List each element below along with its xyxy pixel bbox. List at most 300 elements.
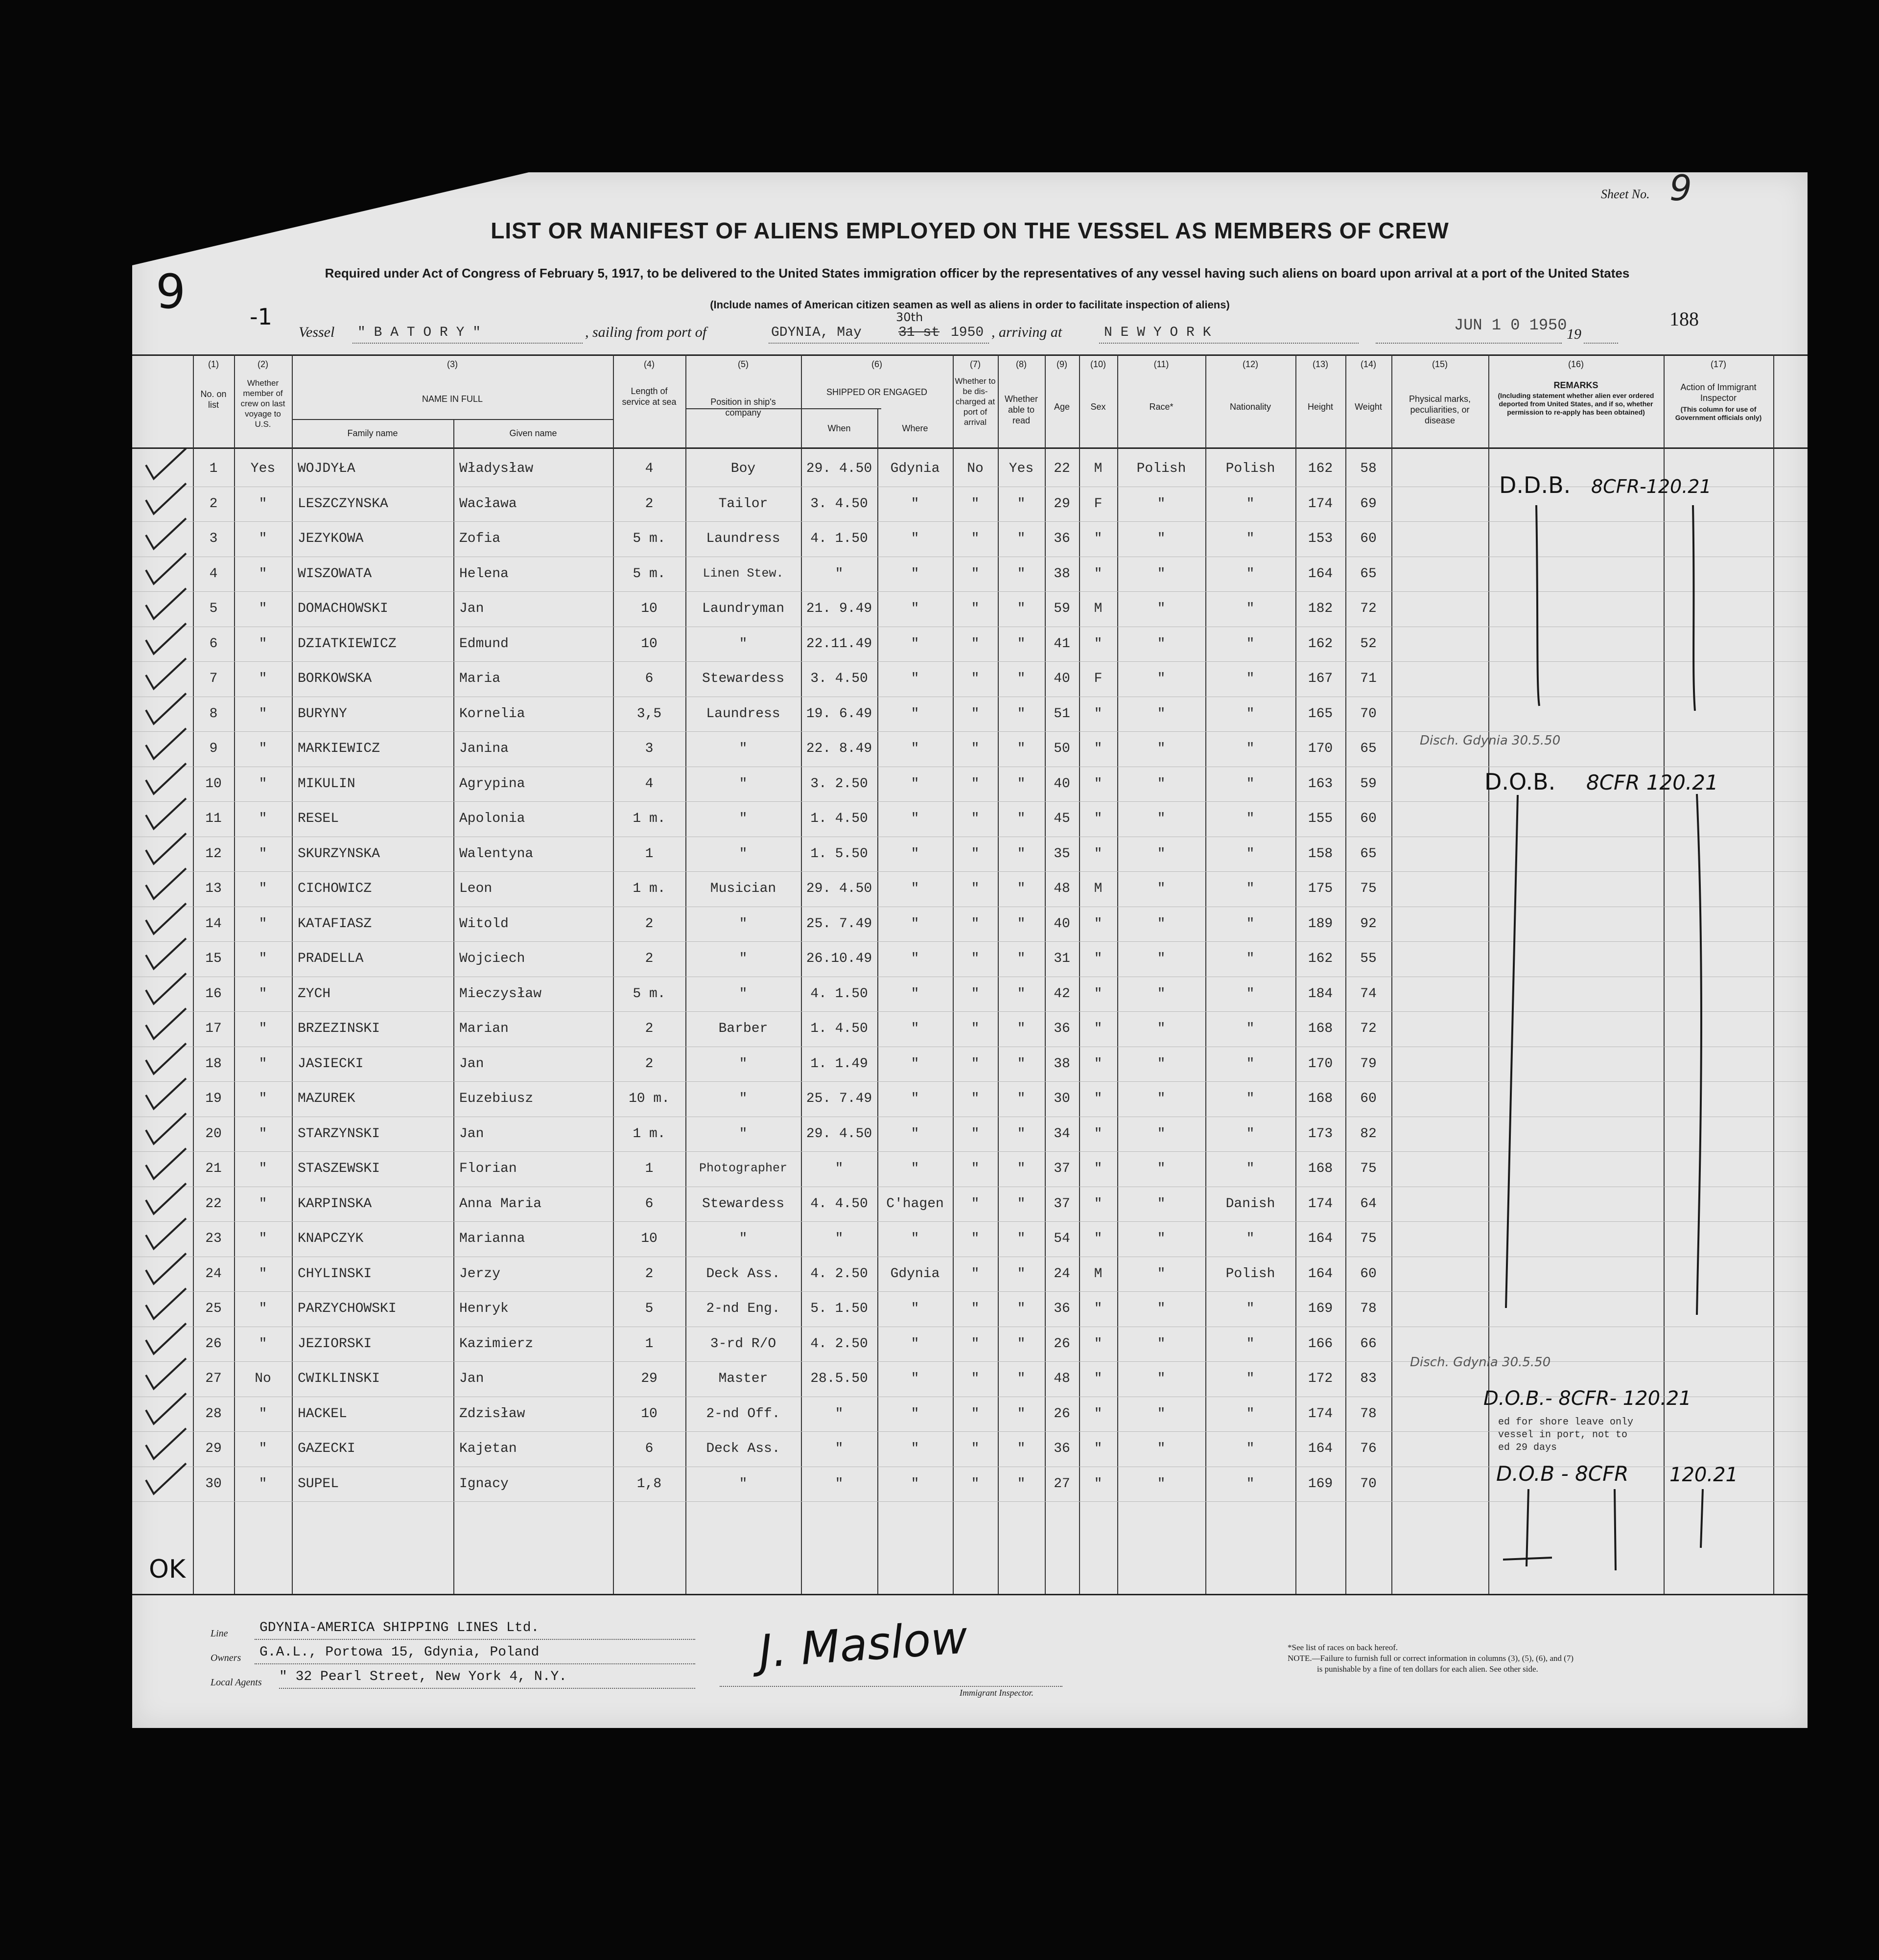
discharged: " [971,776,980,792]
length-service: 1 [645,1336,654,1352]
discharged: " [971,566,980,582]
able-read: " [1017,916,1026,932]
discharged: " [971,1476,980,1492]
shipped-where: " [911,1126,919,1142]
member-prior: " [258,1056,267,1072]
family-name: MAZUREK [298,1091,355,1106]
shipped-where: " [911,566,919,582]
given-name: Agrypina [459,776,525,792]
position: Boy [730,461,756,476]
height: 174 [1308,1196,1333,1212]
member-prior: " [258,1301,267,1316]
row-number: 9 [209,741,218,756]
discharged: " [971,1371,980,1386]
able-read: " [1017,986,1026,1002]
height: 172 [1308,1371,1333,1386]
length-service: 5 m. [633,531,666,546]
shipped-when: " [835,1231,844,1246]
able-read: " [1017,1056,1026,1072]
length-service: 10 [641,1231,658,1246]
nationality: " [1246,1161,1255,1176]
position: Deck Ass. [706,1441,780,1456]
check-mark-icon [146,624,186,654]
able-read: " [1017,776,1026,792]
position: Laundress [706,531,780,546]
header-action-sub: (This column for use of Government officials only) [1675,405,1762,421]
race: " [1157,811,1166,826]
given-name: Marianna [459,1231,525,1246]
height: 189 [1308,916,1333,932]
failure-note: NOTE.—Failure to furnish full or correct information in columns (3), (5), (6), and (7) [1288,1654,1574,1663]
nationality: " [1246,706,1255,722]
given-name: Kajetan [459,1441,517,1456]
height: 164 [1308,1266,1333,1282]
inspector-label: Immigrant Inspector. [960,1688,1033,1698]
check-mark-icon [146,588,186,619]
row-number: 28 [205,1406,222,1422]
check-mark-icon [146,938,186,969]
family-name: KARPINSKA [298,1196,372,1212]
inspector-signature: J. Maslow [757,1611,969,1678]
given-name: Zdzisław [459,1406,525,1422]
weight: 55 [1360,951,1377,966]
ditto-line-action [1697,794,1701,1315]
weight: 70 [1360,706,1377,722]
age: 24 [1054,1266,1070,1282]
race: " [1157,1231,1166,1246]
header-position: Position in ship's company [710,397,776,418]
member-prior: " [258,951,267,966]
sex: " [1094,846,1103,862]
shipped-where: " [911,1301,919,1316]
check-mark-icon [146,1184,186,1214]
row-number: 7 [209,671,218,686]
able-read: " [1017,706,1026,722]
family-name: CWIKLINSKI [298,1371,380,1386]
shipped-where: " [911,846,919,862]
shipped-when: 25. 7.49 [806,1091,872,1106]
position: 3-rd R/O [710,1336,776,1352]
check-mark-icon [146,1218,186,1249]
shipped-where: " [911,671,919,686]
col-number: (2) [258,359,268,369]
col-number: (3) [447,359,458,369]
shipped-where: " [911,1476,919,1492]
check-mark-icon [146,764,186,794]
position: Stewardess [702,1196,785,1212]
race: " [1157,846,1166,862]
discharged: " [971,1126,980,1142]
sex: " [1094,1231,1103,1246]
remark-dob-9: D.O.B. [1484,769,1556,795]
row-number: 21 [205,1161,222,1176]
nationality: " [1246,1371,1255,1386]
shipped-when: 21. 9.49 [806,601,872,616]
height: 173 [1308,1126,1333,1142]
member-prior: " [258,566,267,582]
weight: 92 [1360,916,1377,932]
header-able-read: Whether able to read [1004,394,1038,425]
footer-dots [255,1639,695,1640]
able-read: " [1017,531,1026,546]
shipped-where: " [911,496,919,512]
shipped-when: " [835,1441,844,1456]
position: " [739,986,748,1002]
age: 42 [1054,986,1070,1002]
height: 164 [1308,566,1333,582]
position: " [739,1476,748,1492]
shipped-where: " [911,1406,919,1422]
length-service: 2 [645,1266,654,1282]
check-mark-icon [146,904,186,934]
able-read: " [1017,1126,1026,1142]
nationality: " [1246,916,1255,932]
able-read: Yes [1009,461,1034,476]
shipped-where: " [911,1161,919,1176]
able-read: " [1017,496,1026,512]
header-height: Height [1307,402,1334,412]
row-number: 3 [209,531,218,546]
race: " [1157,1371,1166,1386]
check-mark-icon [146,1394,186,1424]
given-name: Maria [459,671,501,686]
col-number: (13) [1312,359,1328,369]
owners-value: G.A.L., Portowa 15, Gdynia, Poland [259,1645,540,1660]
check-mark-icon [146,798,186,829]
given-name: Kazimierz [459,1336,534,1352]
position: " [739,811,748,826]
sex: " [1094,636,1103,652]
age: 41 [1054,636,1070,652]
vessel-name: " B A T O R Y " [357,325,481,340]
age: 36 [1054,1441,1070,1456]
race: " [1157,1056,1166,1072]
manifest-footer [132,1594,1808,1728]
remark-disch-25: Disch. Gdynia 30.5.50 [1410,1355,1551,1370]
member-prior: " [258,741,267,756]
discharged: " [971,916,980,932]
given-name: Zofia [459,531,501,546]
length-service: 6 [645,1196,654,1212]
given-name: Władysław [459,461,534,476]
nationality: " [1246,1021,1255,1036]
shipped-when: 1. 4.50 [810,811,868,826]
check-mark-icon [146,554,186,584]
member-prior: " [258,531,267,546]
able-read: " [1017,811,1026,826]
given-name: Jerzy [459,1266,501,1282]
member-prior: " [258,1441,267,1456]
given-name: Jan [459,1056,484,1072]
owners-label: Owners [211,1653,241,1663]
length-service: 1 m. [633,811,666,826]
discharged: " [971,811,980,826]
check-mark-icon [146,658,186,689]
height: 162 [1308,636,1333,652]
family-name: PRADELLA [298,951,364,966]
able-read: " [1017,1336,1026,1352]
length-service: 2 [645,1056,654,1072]
nationality: " [1246,1126,1255,1142]
ditto-line-remarks [1615,1489,1616,1570]
age: 38 [1054,1056,1070,1072]
able-read: " [1017,1161,1026,1176]
handwritten-marks [132,172,1808,1728]
fine-note: is punishable by a fine of ten dollars for each alien. See other side. [1317,1664,1538,1674]
height: 184 [1308,986,1333,1002]
header-length-service: Length of service at sea [622,386,677,407]
shipped-where: " [911,811,919,826]
shipped-when: " [835,566,844,582]
member-prior: " [258,1231,267,1246]
ditto-line-action [1701,1489,1703,1548]
height: 170 [1308,1056,1333,1072]
family-name: ZYCH [298,986,331,1002]
member-prior: " [258,1161,267,1176]
position: " [739,916,748,932]
shipped-when: 1. 1.49 [810,1056,868,1072]
nationality: Danish [1225,1196,1275,1212]
race: " [1157,741,1166,756]
length-service: 5 m. [633,566,666,582]
header-discharged: Whether to be dis-charged at port of arrival [955,376,996,427]
sailing-date-new: 30th [896,310,923,324]
position: Tailor [718,496,768,512]
manifest-page [132,167,1808,1728]
family-name: MIKULIN [298,776,355,792]
nationality: " [1246,846,1255,862]
header-physical: Physical marks, peculiarities, or disease [1409,394,1471,425]
family-name: DZIATKIEWICZ [298,636,397,652]
row-number: 12 [205,846,222,862]
family-name: PARZYCHOWSKI [298,1301,397,1316]
age: 31 [1054,951,1070,966]
race: " [1157,951,1166,966]
discharged: " [971,741,980,756]
race: " [1157,1476,1166,1492]
age: 29 [1054,496,1070,512]
family-name: DOMACHOWSKI [298,601,388,616]
discharged: " [971,636,980,652]
sex: " [1094,1301,1103,1316]
able-read: " [1017,1441,1026,1456]
age: 34 [1054,1126,1070,1142]
given-name: Henryk [459,1301,509,1316]
position: " [739,1126,748,1142]
discharged: " [971,1091,980,1106]
col-number: (5) [738,359,749,369]
discharged: " [971,1266,980,1282]
shipped-where: " [911,1021,919,1036]
race: " [1157,1336,1166,1352]
weight: 60 [1360,811,1377,826]
shipped-when: 25. 7.49 [806,916,872,932]
given-name: Jan [459,1126,484,1142]
position: Master [718,1371,768,1386]
sex: " [1094,1441,1103,1456]
family-name: CICHOWICZ [298,881,372,896]
row-number: 29 [205,1441,222,1456]
discharged: " [971,1441,980,1456]
weight: 69 [1360,496,1377,512]
position: " [739,951,748,966]
age: 26 [1054,1336,1070,1352]
height: 182 [1308,601,1333,616]
race: " [1157,1441,1166,1456]
row-number: 15 [205,951,222,966]
discharged: " [971,986,980,1002]
age: 59 [1054,601,1070,616]
position: Laundress [706,706,780,722]
nationality: " [1246,951,1255,966]
able-read: " [1017,1266,1026,1282]
member-prior: " [258,1126,267,1142]
sex: " [1094,986,1103,1002]
row-number: 20 [205,1126,222,1142]
age: 26 [1054,1406,1070,1422]
header-member-prior: Whether member of crew on last voyage to U.S. [240,378,285,429]
family-name: JEZIORSKI [298,1336,372,1352]
able-read: " [1017,566,1026,582]
row-number: 5 [209,601,218,616]
row-number: 23 [205,1231,222,1246]
nationality: " [1246,496,1255,512]
member-prior: " [258,846,267,862]
weight: 83 [1360,1371,1377,1386]
header-nationality: Nationality [1229,402,1271,412]
able-read: " [1017,1231,1026,1246]
member-prior: " [258,1476,267,1492]
race: " [1157,881,1166,896]
family-name: SUPEL [298,1476,339,1492]
length-service: 6 [645,671,654,686]
shipped-when: 3. 4.50 [810,496,868,512]
position: Barber [718,1021,768,1036]
discharged: " [971,1336,980,1352]
member-prior: " [258,1196,267,1212]
height: 166 [1308,1336,1333,1352]
check-mark-icon [146,1114,186,1144]
race: " [1157,566,1166,582]
family-name: STASZEWSKI [298,1161,380,1176]
line-label: Line [211,1628,228,1639]
race: " [1157,916,1166,932]
age: 30 [1054,1091,1070,1106]
nationality: " [1246,1301,1255,1316]
member-prior: " [258,1406,267,1422]
shipped-where: " [911,636,919,652]
check-mark-icon [146,868,186,899]
height: 158 [1308,846,1333,862]
able-read: " [1017,1196,1026,1212]
agents-value: " 32 Pearl Street, New York 4, N.Y. [279,1669,567,1684]
family-name: BRZEZINSKI [298,1021,380,1036]
sex: M [1094,461,1103,476]
given-name: Euzebiusz [459,1091,534,1106]
header-family-name: Family name [347,428,398,438]
given-name: Apolonia [459,811,525,826]
shipped-when: " [835,1406,844,1422]
arriving-label: , arriving at [991,324,1062,340]
position: " [739,741,748,756]
sex: " [1094,776,1103,792]
race: " [1157,1091,1166,1106]
family-name: HACKEL [298,1406,347,1422]
weight: 78 [1360,1301,1377,1316]
height: 162 [1308,951,1333,966]
discharged: " [971,1301,980,1316]
position: Photographer [699,1161,788,1175]
check-mark-icon [146,694,186,724]
able-read: " [1017,1371,1026,1386]
col-number: (4) [644,359,655,369]
age: 48 [1054,881,1070,896]
length-service: 10 [641,636,658,652]
length-service: 4 [645,776,654,792]
race: " [1157,706,1166,722]
age: 22 [1054,461,1070,476]
family-name: KATAFIASZ [298,916,372,932]
race: " [1157,1196,1166,1212]
sex: " [1094,1371,1103,1386]
position: Deck Ass. [706,1266,780,1282]
height: 155 [1308,811,1333,826]
age: 45 [1054,811,1070,826]
height: 163 [1308,776,1333,792]
given-name: Wacława [459,496,517,512]
position: Stewardess [702,671,785,686]
shipped-where: " [911,531,919,546]
length-service: 1 [645,846,654,862]
length-service: 2 [645,916,654,932]
able-read: " [1017,671,1026,686]
sex: " [1094,1056,1103,1072]
length-service: 1 [645,1161,654,1176]
agents-label: Local Agents [211,1677,262,1688]
shipped-when: 5. 1.50 [810,1301,868,1316]
line-value: GDYNIA-AMERICA SHIPPING LINES Ltd. [259,1620,540,1635]
row-number: 30 [205,1476,222,1492]
sailing-year: 1950 [951,325,984,340]
position: " [739,1091,748,1106]
row-number: 8 [209,706,218,722]
member-prior: " [258,811,267,826]
race: " [1157,531,1166,546]
sex: " [1094,916,1103,932]
given-name: Leon [459,881,493,896]
weight: 72 [1360,1021,1377,1036]
shipped-when: 4. 2.50 [810,1266,868,1282]
discharged: " [971,951,980,966]
sailing-date-struck: 31 st [898,325,940,340]
sheet-label: Sheet No. [1601,187,1650,201]
age: 36 [1054,1021,1070,1036]
height: 168 [1308,1091,1333,1106]
row-number: 26 [205,1336,222,1352]
check-mark-icon [146,484,186,514]
shipped-when: 3. 2.50 [810,776,868,792]
sex: " [1094,1196,1103,1212]
nationality: " [1246,1091,1255,1106]
row-number: 27 [205,1371,222,1386]
family-name: KNAPCZYK [298,1231,364,1246]
able-read: " [1017,636,1026,652]
check-mark-icon [146,1078,186,1109]
col-number: (16) [1568,359,1584,369]
shipped-where: " [911,916,919,932]
remark-action-1: 8CFR-120.21 [1591,476,1712,497]
remark-action-29: 120.21 [1669,1464,1738,1486]
